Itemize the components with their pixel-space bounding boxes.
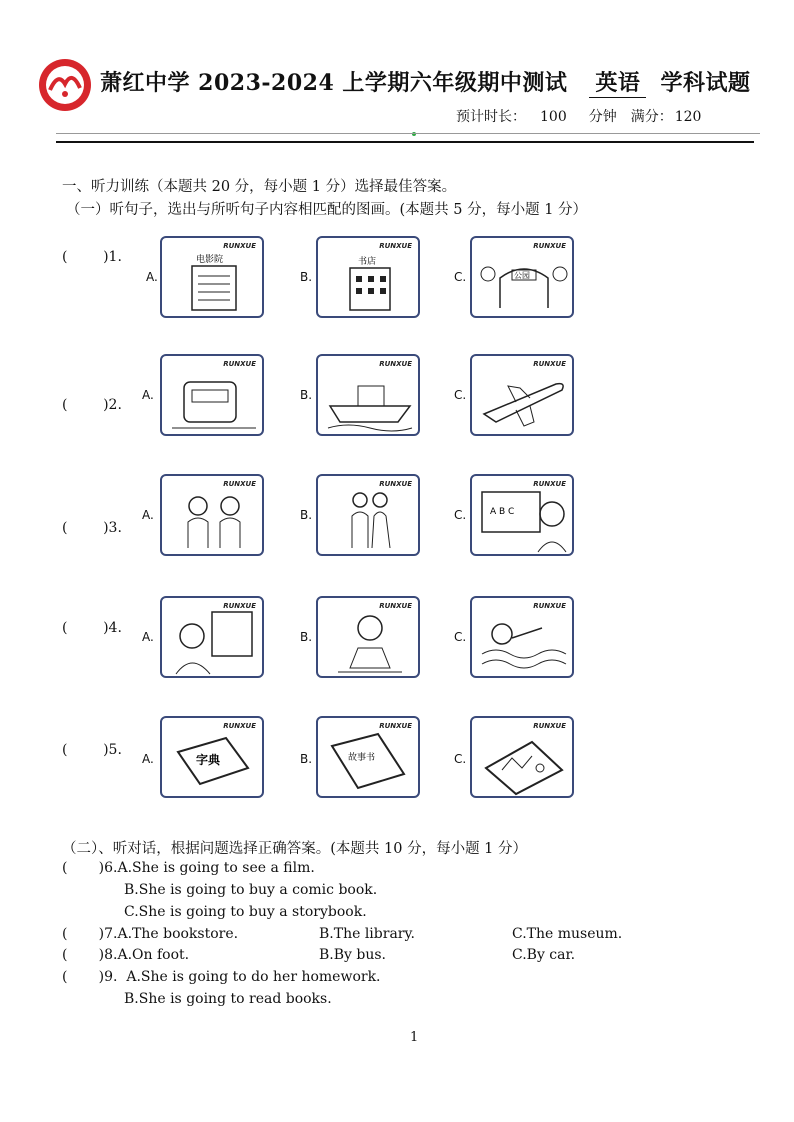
option-card-3a[interactable] — [160, 474, 264, 556]
brand-label: RUNXUE — [379, 242, 412, 250]
answer-blank-4[interactable]: ( )4. — [62, 620, 122, 636]
school-emblem-icon — [38, 58, 92, 112]
dictionary-book-icon — [162, 718, 266, 800]
blackboard-caption: A B C — [490, 507, 515, 517]
option-letter: A. — [142, 752, 154, 766]
option-letter: C. — [454, 752, 467, 766]
q6-option-a: A.She is going to see a film. — [117, 860, 315, 876]
brand-label: RUNXUE — [223, 602, 256, 610]
option-letter: C. — [454, 388, 467, 402]
option-card-2a[interactable] — [160, 354, 264, 436]
teacher-blackboard-icon — [472, 476, 576, 558]
option-card-4a[interactable] — [160, 596, 264, 678]
option-card-5a[interactable] — [160, 716, 264, 798]
option-letter: A. — [142, 630, 154, 644]
header-divider — [56, 141, 754, 143]
q6-option-c: C.She is going to buy a storybook. — [124, 904, 367, 920]
dictionary-caption: 字典 — [196, 753, 221, 767]
option-letter: A. — [142, 508, 154, 522]
brand-label: RUNXUE — [533, 602, 566, 610]
bookstore-caption: 书店 — [358, 257, 377, 267]
q9-option-b: B.She is going to read books. — [124, 991, 332, 1007]
answer-blank-8[interactable]: ( )8.A.On foot. — [62, 947, 190, 963]
brand-label: RUNXUE — [223, 360, 256, 368]
brand-label: RUNXUE — [379, 480, 412, 488]
brand-label: RUNXUE — [533, 480, 566, 488]
brand-label: RUNXUE — [533, 360, 566, 368]
brand-label: RUNXUE — [223, 480, 256, 488]
option-letter: B. — [300, 388, 313, 402]
header-divider-thin — [56, 133, 760, 134]
storybook-caption: 故事书 — [348, 753, 376, 763]
option-card-1c[interactable] — [470, 236, 574, 318]
exam-title — [100, 66, 750, 98]
exam-meta — [456, 106, 707, 126]
duration-label: 预计时长： — [456, 109, 526, 125]
part1-subtitle: （一）听句子，选出与所听句子内容相匹配的图画。(本题共 5 分，每小题 1 分） — [66, 202, 588, 218]
option-card-3b[interactable] — [316, 474, 420, 556]
option-letter: B. — [300, 630, 313, 644]
brand-label: RUNXUE — [533, 242, 566, 250]
park-caption: 公园 — [514, 271, 530, 280]
painting-icon — [162, 598, 266, 680]
option-card-4b[interactable] — [316, 596, 420, 678]
part2-title: （二）、听对话，根据问题选择正确答案。(本题共 10 分，每小题 1 分） — [62, 841, 528, 857]
brand-label: RUNXUE — [223, 242, 256, 250]
bookstore-building-icon — [318, 238, 422, 320]
option-card-4c[interactable] — [470, 596, 574, 678]
option-card-2b[interactable] — [316, 354, 420, 436]
duration-unit: 分钟 — [588, 109, 617, 125]
q9-option-a: A.She is going to do her homework. — [126, 969, 381, 985]
duration-value: 100 — [540, 109, 567, 125]
brand-label: RUNXUE — [223, 722, 256, 730]
q8-option-c: C.By car. — [512, 947, 576, 963]
option-letter: A. — [146, 270, 158, 284]
answer-blank-2[interactable]: ( )2. — [62, 397, 122, 413]
option-letter: B. — [300, 270, 313, 284]
brand-label: RUNXUE — [379, 360, 412, 368]
option-card-1b[interactable] — [316, 236, 420, 318]
title-suffix: 学科试题 — [660, 70, 751, 96]
answer-blank-7[interactable]: ( )7.A.The bookstore. — [62, 926, 239, 942]
answer-blank-1[interactable]: ( )1. — [62, 249, 122, 265]
option-letter: C. — [454, 270, 467, 284]
elderly-couple-icon — [162, 476, 266, 558]
option-letter: A. — [142, 388, 154, 402]
option-card-1a[interactable] — [160, 236, 264, 318]
train-icon — [162, 356, 266, 438]
brand-label: RUNXUE — [379, 602, 412, 610]
q7-option-c: C.The museum. — [512, 926, 623, 942]
brand-label: RUNXUE — [379, 722, 412, 730]
option-letter: C. — [454, 508, 467, 522]
answer-blank-3[interactable]: ( )3. — [62, 520, 122, 536]
score-value: 120 — [674, 109, 702, 125]
cinema-caption: 电影院 — [196, 255, 224, 265]
park-gate-icon — [472, 238, 576, 320]
couple-icon — [318, 476, 422, 558]
option-letter: B. — [300, 752, 313, 766]
plane-icon — [472, 356, 576, 438]
q6-option-b: B.She is going to buy a comic book. — [124, 882, 378, 898]
q8-option-a: A.On foot. — [117, 947, 190, 963]
answer-blank-6[interactable]: ( )6.A.She is going to see a film. — [62, 860, 315, 876]
q7-option-a: A.The bookstore. — [117, 926, 239, 942]
storybook-icon — [318, 718, 422, 800]
option-letter: B. — [300, 508, 313, 522]
picture-book-icon — [472, 718, 576, 800]
brand-label: RUNXUE — [533, 722, 566, 730]
q7-option-b: B.The library. — [319, 926, 415, 942]
cinema-building-icon — [162, 238, 266, 320]
score-label: 满分： — [630, 109, 673, 125]
answer-blank-9[interactable]: ( )9. A.She is going to do her homework. — [62, 969, 381, 985]
swimming-icon — [472, 598, 576, 680]
page-number: 1 — [410, 1030, 419, 1045]
answer-blank-5[interactable]: ( )5. — [62, 742, 122, 758]
part1-title: 一、听力训练（本题共 20 分，每小题 1 分）选择最佳答案。 — [62, 179, 457, 195]
option-letter: C. — [454, 630, 467, 644]
option-card-2c[interactable] — [470, 354, 574, 436]
writing-girl-icon — [318, 598, 422, 680]
subject-name: 英语 — [589, 66, 646, 98]
option-card-5b[interactable] — [316, 716, 420, 798]
option-card-5c[interactable] — [470, 716, 574, 798]
school-name: 萧红中学 2023-2024 上学期六年级期中测试 — [100, 70, 568, 96]
option-card-3c[interactable] — [470, 474, 574, 556]
q8-option-b: B.By bus. — [319, 947, 386, 963]
ship-icon — [318, 356, 422, 438]
